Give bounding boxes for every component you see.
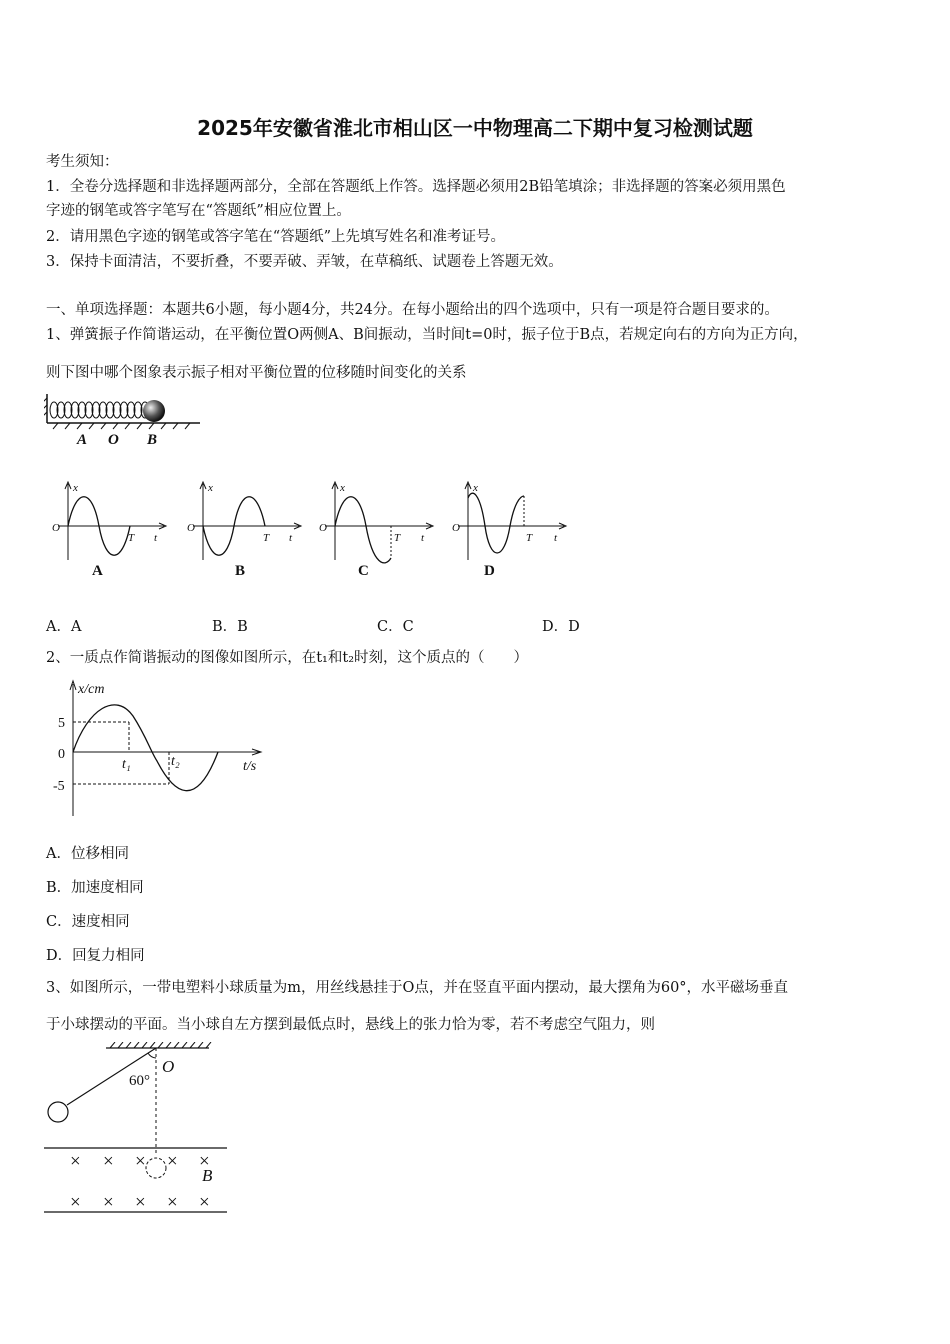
q2-option-a[interactable]: A．位移相同 <box>46 846 129 862</box>
q2-option-d[interactable]: D．回复力相同 <box>46 948 145 964</box>
field-cross: × <box>70 1192 81 1213</box>
graph-D-T: T <box>526 532 533 544</box>
graph-B-label: B <box>235 563 246 579</box>
q3-stem-line2: 于小球摆动的平面。当小球自左方摆到最低点时，悬线上的张力恰为零，若不考虑空气阻力，则 <box>46 1017 655 1033</box>
q2-y-zero: 0 <box>58 747 65 762</box>
graph-B-x: x <box>208 482 213 494</box>
q2-option-b[interactable]: B．加速度相同 <box>46 880 144 896</box>
ball <box>143 400 165 422</box>
q1-option-a[interactable]: A．A <box>46 619 82 635</box>
notice-item-1: 1．全卷分选择题和非选择题两部分，全部在答题纸上作答。选择题必须用2B铅笔填涂；非选择题的答案必须用黑色 <box>46 179 786 195</box>
q1-option-c[interactable]: C．C <box>377 619 414 635</box>
graph-B-t: t <box>289 532 293 544</box>
notice-item-2: 2．请用黑色字迹的钢笔或答字笔在“答题纸”上先填写姓名和准考证号。 <box>46 229 506 245</box>
graph-C-label: C <box>358 563 369 579</box>
section-heading: 一、单项选择题：本题共6小题，每小题4分，共24分。在每小题给出的四个选项中，只有一项是符合题目要求的。 <box>46 302 779 318</box>
field-label: B <box>202 1166 213 1185</box>
q1-option-b[interactable]: B．B <box>212 619 248 635</box>
q2-t1: t₁ <box>122 757 131 772</box>
graph-C-x: x <box>340 482 345 494</box>
graph-B <box>183 478 308 583</box>
graph-A-T: T <box>128 532 135 544</box>
q2-graph <box>46 676 276 821</box>
q2-y-neg: -5 <box>53 779 65 794</box>
q1-option-d[interactable]: D．D <box>542 619 580 635</box>
graph-A-label: A <box>92 563 103 579</box>
graph-D-x: x <box>473 482 478 494</box>
angle-label: 60° <box>129 1073 150 1089</box>
q2-stem: 2、一质点作简谐振动的图像如图所示，在t₁和t₂时刻，这个质点的（ ） <box>46 650 529 666</box>
notice-item-3: 3．保持卡面清洁，不要折叠，不要弄破、弄皱，在草稿纸、试题卷上答题无效。 <box>46 254 563 270</box>
q1-stem-line2: 则下图中哪个图象表示振子相对平衡位置的位移随时间变化的关系 <box>46 365 467 381</box>
q2-xlabel: t/s <box>243 759 257 774</box>
magnetic-field-crosses <box>70 1151 210 1213</box>
graph-A-x: x <box>73 482 78 494</box>
spring-oscillator-figure <box>44 390 204 450</box>
q2-ylabel: x/cm <box>78 682 105 697</box>
graph-C-t: t <box>421 532 425 544</box>
pendulum-figure <box>44 1042 234 1217</box>
graph-D-origin: O <box>452 522 460 534</box>
label-B: B <box>147 432 158 448</box>
page-title: 2025年安徽省淮北市相山区一中物理高二下期中复习检测试题 <box>197 116 753 140</box>
graph-B-origin: O <box>187 522 195 534</box>
graph-B-T: T <box>263 532 270 544</box>
graph-C-T: T <box>394 532 401 544</box>
pivot-label: O <box>162 1057 175 1076</box>
field-cross: × <box>167 1151 178 1172</box>
graph-D-label: D <box>484 563 495 579</box>
pendulum-ball <box>48 1102 68 1122</box>
field-cross: × <box>199 1151 210 1172</box>
q2-t2: t₂ <box>171 754 180 769</box>
q1-stem-line1: 1、弹簧振子作简谐运动，在平衡位置O两侧A、B间振动，当时间t=0时，振子位于B点，若规定向右的方向为正方向， <box>46 327 808 343</box>
spring-coil <box>50 402 149 418</box>
graph-C <box>315 478 440 583</box>
graph-D-t: t <box>554 532 558 544</box>
q2-y-pos: 5 <box>58 716 65 731</box>
field-cross: × <box>167 1192 178 1213</box>
graph-A-origin: O <box>52 522 60 534</box>
q2-option-c[interactable]: C．速度相同 <box>46 914 130 930</box>
graph-A <box>48 478 173 583</box>
field-cross: × <box>70 1151 81 1172</box>
field-cross: × <box>135 1151 146 1172</box>
graph-C-origin: O <box>319 522 327 534</box>
graph-A-t: t <box>154 532 158 544</box>
label-A: A <box>77 432 88 448</box>
graph-D <box>448 478 573 583</box>
field-cross: × <box>103 1192 114 1213</box>
q3-stem-line1: 3、如图所示，一带电塑料小球质量为m，用丝线悬挂于O点，并在竖直平面内摆动，最大摆角为60°，水平磁场垂直 <box>46 980 789 996</box>
notice-item-1-cont: 字迹的钢笔或答字笔写在“答题纸”相应位置上。 <box>46 203 351 219</box>
label-O: O <box>108 432 119 448</box>
field-cross: × <box>135 1192 146 1213</box>
notice-heading: 考生须知： <box>46 154 119 170</box>
field-cross: × <box>199 1192 210 1213</box>
field-cross: × <box>103 1151 114 1172</box>
